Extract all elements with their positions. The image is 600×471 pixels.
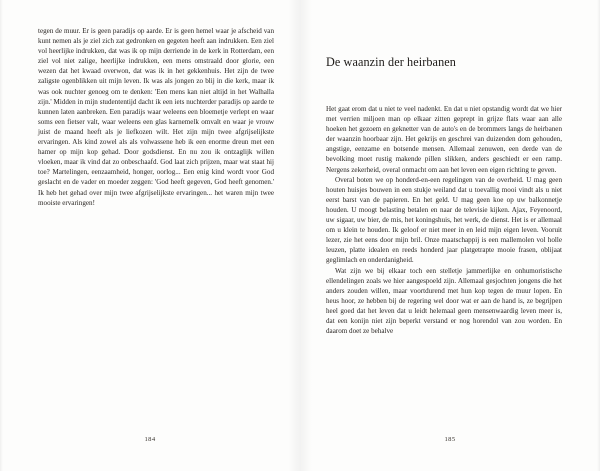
chapter-title: De waanzin der heirbanen xyxy=(326,55,456,69)
paragraph: tegen de muur. Er is geen paradijs op aarde. Er is geen hemel waar je afscheid van kunt nemen als je ziel zich zat gedronken en gegeten heeft aan indrukken. Een ziel vol heerlijke indrukken, dat was ik op mijn derriende in de kerk in Rotterdam, een ziel vol niet zalige, heerlijke indrukken, een mens omstraald door glorie, een wezen dat het kwaad overwon, dat was ik in het gekkenhuis. Het zijn de twee zaligste ogenblikken uit mijn leven. Ik was als jongen zo blij in die kerk, maar ik was ook nuchter genoeg om te denken: 'Een mens kan niet altijd in het Walhalla zijn.' Midden in mijn studententijd dacht ik een iets nuchterder paradijs op aarde te kunnen laten aanbreken. Een paradijs waar weleens een bloemetje verlept en waar soms een fietser valt, waar weleens een glas karnemelk omvalt en waar je vrouw juist de maand heeft als je liefkozen wilt. Het zijn mijn twee afgrijselijkste ervaringen. Als kind zowel als als volwassene heb ik een enorme dreun met een hamer op mijn kop gehad. Door godsdienst. En nu zou ik ontzaglijk willen vloeken, maar ik vind dat zo onbeschaafd. God laat zich prijzen, maar wat staat hij toe? Martelingen, eenzaamheid, honger, oorlog... Een enig kind wordt voor God geslacht en de vader en moeder zeggen: 'God heeft gegeven, God heeft genomen.' Ik heb het gehad over mijn twee afgrijselijkste ervaringen... het waren mijn twee mooiste ervaringen! xyxy=(38,27,274,207)
left-page-body xyxy=(38,26,274,208)
paragraph: Het gaat erom dat u niet te veel nadenkt. En dat u niet opstandig wordt dat we hier met verrien miljoen man op elkaar zitten geprept in grijze flats waar aan alle hoeken het gezoem en geknetter van de auto's en de brommers langs de heirbanen der waanzin hoorbaar zijn. Het gekrijs en geschrei van duizenden dom gehouden, angstige, eenzame en botsende mensen. Allemaal zenuwen, een derde van de bevolking moet rustig makende pillen slikken, anders geschiedt er een ramp. Nergens zekerheid, overal onmacht om aan het leven een eigen richting te geven. xyxy=(326,105,562,174)
paragraph: Wat zijn we bij elkaar toch een stelletje jammerlijke en onhumoristische ellendelingen zoals we hier aangespoeld zijn. Allemaal gesjochten jongens die het anders zouden willen, maar voortdurend met hun kop tegen de muur lopen. En heus hoor, ze hebben bij de regering wel door wat er aan de hand is, ze begrijpen heel goed dat het leven dat u leidt helemaal geen mensenwaardig leven meer is, dat een konijn niet zijn beperkt verstand er nog horendol van zou worden. En daarom doet ze behalve xyxy=(326,266,562,336)
page-edge-shadow-left xyxy=(0,0,3,471)
page-number-right: 185 xyxy=(444,436,456,443)
paragraph: Overal boten we op honderd-en-een regelingen van de overheid. U mag geen houten huisjes bouwen in een stukje weiland dat u toevallig mooi vindt als u niet eerst barst van de papieren. En het geld. U mag geen koe op uw balkonnetje houden. U moogt belasting betalen en naar de televisie kijken. Ajax, Feyenoord, uw sigaar, uw bier, de mis, het koningshuis, het werk, de dienst. Het is er allemaal om u klein te houden. Ik geloof er niet meer in en leid mijn eigen leven. Vooruit lezer, zie het eens door mijn bril. Onze maatschappij is een mallemolen vol holle leuzen, platte idealen en reeds honderd jaar platgetrapte mooie frasen, oblijaat geglimlach en onderdanigheid. xyxy=(326,175,562,265)
right-page xyxy=(300,0,600,471)
page-number-left: 184 xyxy=(144,436,156,443)
right-page-body xyxy=(326,104,562,336)
